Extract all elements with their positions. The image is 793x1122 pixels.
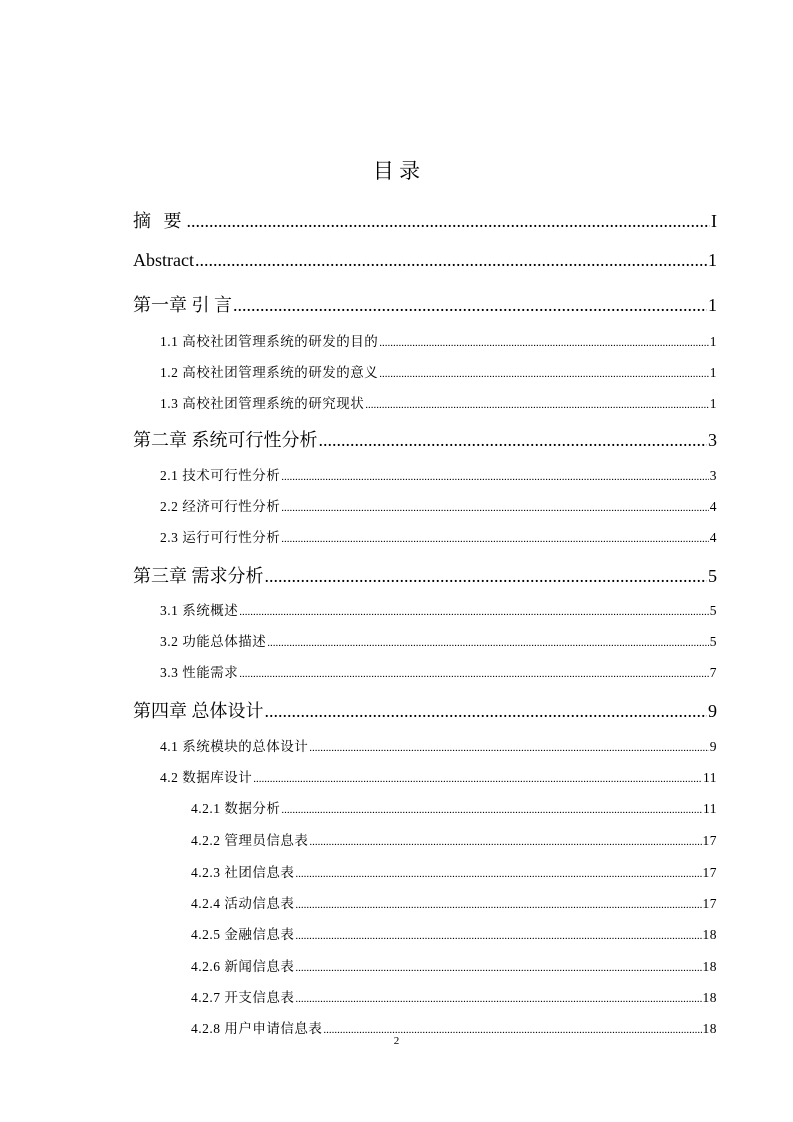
toc-leader-dots: [195, 250, 707, 271]
toc-entry-page: 17: [702, 896, 717, 911]
toc-entry-label: 4.2.4 活动信息表: [191, 896, 295, 911]
toc-leader-dots: [239, 606, 709, 618]
toc-entry-page: 5: [708, 566, 717, 586]
toc-entry-page: 9: [708, 701, 717, 721]
toc-leader-dots: [265, 701, 708, 722]
toc-entry-label: 第四章 总体设计: [133, 701, 264, 721]
toc-entry-label: 4.2.6 新闻信息表: [191, 959, 295, 974]
toc-entry-page: 18: [702, 1021, 717, 1036]
toc-entry-page: 7: [709, 665, 717, 680]
toc-entry-section-3-3[interactable]: [160, 661, 717, 681]
toc-entry-label: 1.1 高校社团管理系统的研发的目的: [160, 334, 379, 349]
toc-entry-label: 第二章 系统可行性分析: [133, 430, 318, 450]
toc-leader-dots: [309, 742, 709, 754]
toc-entry-section-2-2[interactable]: [160, 495, 717, 515]
toc-entry-section-4-2[interactable]: [160, 766, 717, 786]
toc-entry-subsection-4-2-3[interactable]: [191, 861, 717, 881]
toc-entry-section-1-1[interactable]: [160, 330, 717, 350]
toc-entry-subsection-4-2-5[interactable]: [191, 923, 717, 943]
toc-leader-dots: [295, 868, 701, 880]
toc-leader-dots: [379, 368, 709, 380]
toc-leader-dots: [281, 533, 709, 545]
toc-leader-dots: [265, 566, 708, 587]
toc-entry-page: 11: [703, 770, 717, 785]
toc-entry-section-4-1[interactable]: [160, 735, 717, 755]
toc-leader-dots: [233, 295, 707, 316]
toc-entry-page: 4: [709, 499, 717, 514]
toc-entry-section-2-3[interactable]: [160, 526, 717, 546]
toc-leader-dots: [267, 637, 709, 649]
toc-entry-label: 4.2.5 金融信息表: [191, 927, 295, 942]
toc-leader-dots: [379, 337, 709, 349]
toc-leader-dots: [239, 668, 709, 680]
toc-leader-dots: [295, 993, 701, 1005]
toc-entry-page: 1: [709, 334, 717, 349]
toc-entry-subsection-4-2-4[interactable]: [191, 892, 717, 912]
toc-entry-label: 4.2.1 数据分析: [191, 801, 281, 816]
toc-entry-label: 4.1 系统模块的总体设计: [160, 739, 309, 754]
toc-entry-label: 4.2.3 社团信息表: [191, 865, 295, 880]
toc-entry-label: 2.1 技术可行性分析: [160, 468, 281, 483]
toc-entry-label: 4.2.8 用户申请信息表: [191, 1021, 323, 1036]
toc-entry-chapter-2[interactable]: [133, 426, 717, 452]
toc-entry-label: 1.2 高校社团管理系统的研发的意义: [160, 365, 379, 380]
toc-entry-page: 3: [708, 430, 717, 450]
toc-entry-section-3-2[interactable]: [160, 630, 717, 650]
toc-entry-page: 4: [709, 530, 717, 545]
toc-entry-label: 4.2.2 管理员信息表: [191, 833, 309, 848]
toc-entry-subsection-4-2-8[interactable]: [191, 1017, 717, 1037]
toc-entry-subsection-4-2-2[interactable]: [191, 829, 717, 849]
toc-entry-label: 3.2 功能总体描述: [160, 634, 267, 649]
toc-leader-dots: [253, 773, 702, 785]
toc-entry-abstract-en[interactable]: [133, 250, 717, 276]
toc-entry-section-1-3[interactable]: [160, 392, 717, 412]
toc-entry-label: 4.2 数据库设计: [160, 770, 253, 785]
toc-entry-page: 5: [709, 603, 717, 618]
toc-entry-label: Abstract: [133, 250, 194, 270]
toc-entry-label: 1.3 高校社团管理系统的研究现状: [160, 396, 365, 411]
toc-entry-chapter-1[interactable]: [133, 291, 717, 317]
toc-entry-abstract-cn[interactable]: [133, 207, 717, 233]
toc-entry-page: 5: [709, 634, 717, 649]
toc-entry-page: 3: [709, 468, 717, 483]
toc-leader-dots: [309, 836, 701, 848]
toc-leader-dots: [319, 430, 708, 451]
toc-entry-chapter-3[interactable]: [133, 562, 717, 588]
toc-entry-label: 第一章 引 言: [133, 295, 232, 315]
toc-entry-page: 1: [708, 295, 717, 315]
toc-entry-page: 18: [702, 959, 717, 974]
toc-entry-chapter-4[interactable]: [133, 697, 717, 723]
toc-entry-section-3-1[interactable]: [160, 599, 717, 619]
toc-entry-label: 3.1 系统概述: [160, 603, 239, 618]
toc-entry-page: 1: [709, 365, 717, 380]
toc-leader-dots: [187, 211, 711, 232]
toc-title: 目 录: [372, 159, 421, 183]
toc-entry-page: 17: [702, 865, 717, 880]
toc-entry-subsection-4-2-7[interactable]: [191, 986, 717, 1006]
toc-entry-section-2-1[interactable]: [160, 464, 717, 484]
toc-entry-page: I: [711, 211, 717, 231]
toc-entry-label: 第三章 需求分析: [133, 566, 264, 586]
toc-entry-label: 2.2 经济可行性分析: [160, 499, 281, 514]
toc-leader-dots: [295, 930, 701, 942]
toc-entry-page: 11: [703, 801, 717, 816]
toc-entry-page: 17: [702, 833, 717, 848]
toc-entry-page: 18: [702, 990, 717, 1005]
toc-leader-dots: [295, 899, 701, 911]
toc-entry-label: 2.3 运行可行性分析: [160, 530, 281, 545]
toc-leader-dots: [281, 502, 709, 514]
toc-entry-page: 1: [709, 396, 717, 411]
toc-entry-page: 9: [709, 739, 717, 754]
toc-entry-page: 1: [708, 250, 717, 270]
toc-entry-label: 4.2.7 开支信息表: [191, 990, 295, 1005]
toc-entry-section-1-2[interactable]: [160, 361, 717, 381]
toc-entry-subsection-4-2-6[interactable]: [191, 955, 717, 975]
toc-entry-label: 3.3 性能需求: [160, 665, 239, 680]
toc-entry-label: 摘 要: [133, 211, 186, 231]
toc-leader-dots: [281, 471, 709, 483]
toc-leader-dots: [365, 399, 709, 411]
toc-entry-subsection-4-2-1[interactable]: [191, 797, 717, 817]
page-number: 2: [393, 1035, 400, 1047]
toc-leader-dots: [281, 804, 702, 816]
toc-leader-dots: [295, 962, 701, 974]
toc-entry-page: 18: [702, 927, 717, 942]
